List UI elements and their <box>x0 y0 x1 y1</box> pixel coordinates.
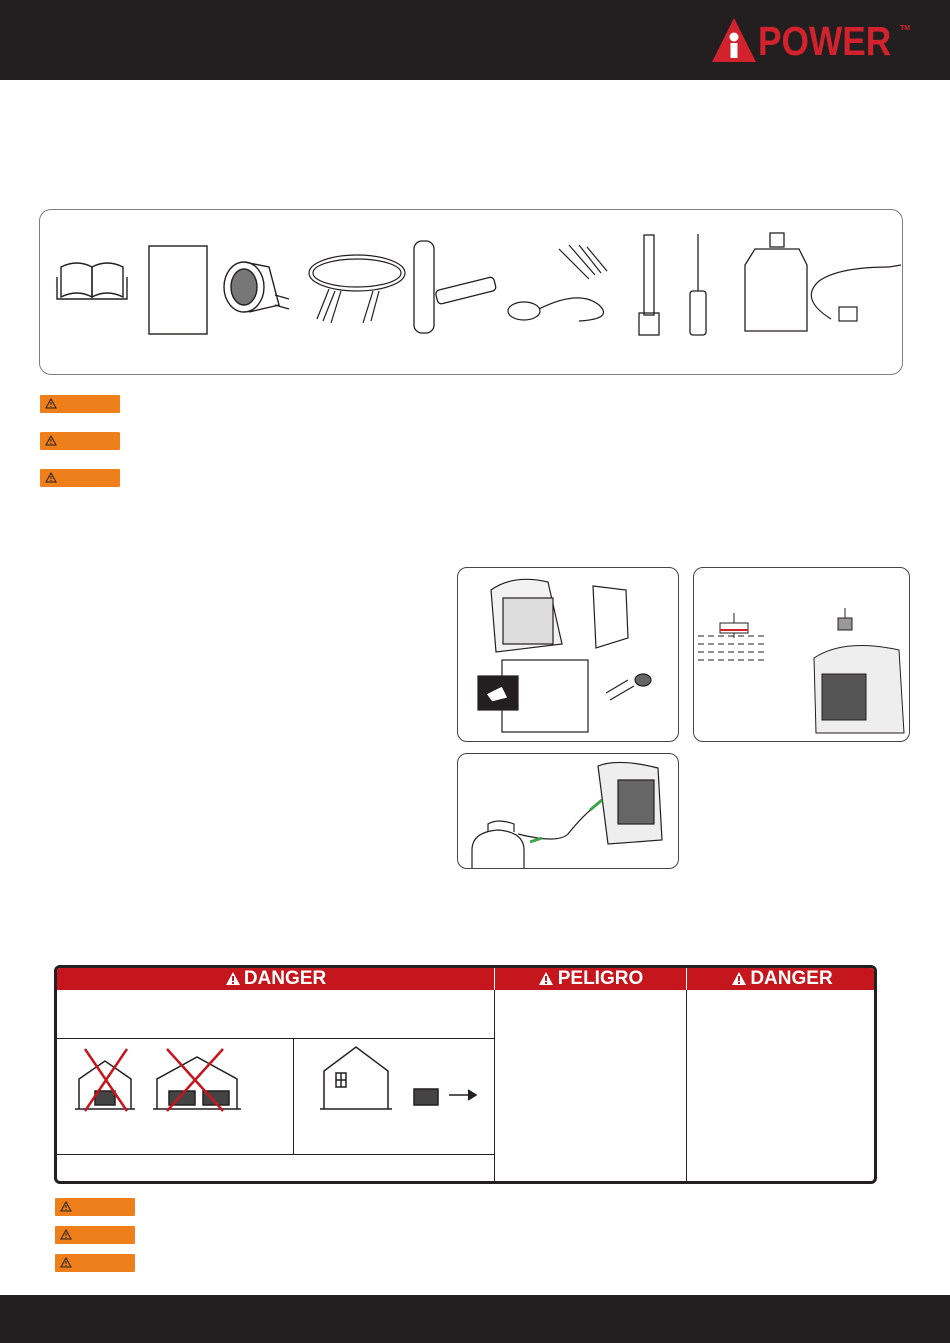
oil-level-figure <box>693 567 910 742</box>
no-indoor-use-pictogram <box>57 1039 293 1154</box>
contents-illustrations <box>39 209 903 375</box>
plug-adapter-icon <box>224 262 289 312</box>
danger-header-es-text: PELIGRO <box>557 968 644 989</box>
propane-hose-icon <box>811 265 901 321</box>
danger-header-fr-text: DANGER <box>750 968 833 989</box>
warning-badge <box>40 395 120 413</box>
warning-triangle-icon <box>60 1229 72 1240</box>
danger-triangle-icon <box>225 971 241 986</box>
warning-triangle-icon <box>45 398 57 409</box>
warning-badge <box>55 1226 135 1244</box>
danger-triangle-icon <box>731 971 747 986</box>
danger-triangle-icon <box>538 971 554 986</box>
danger-header-fr <box>687 968 877 990</box>
warning-badge <box>55 1254 135 1272</box>
header-bar <box>0 0 950 80</box>
socket-extension-icon <box>639 235 659 335</box>
warning-triangle-icon <box>60 1257 72 1268</box>
danger-header-en-text: DANGER <box>243 968 327 989</box>
warning-triangle-icon <box>45 472 57 483</box>
brand-name: POWER <box>758 18 892 64</box>
warning-badge <box>40 432 120 450</box>
screwdriver-icon <box>690 234 706 335</box>
manual-book-icon <box>57 263 127 299</box>
divider <box>686 990 687 1184</box>
divider <box>494 990 495 1184</box>
oil-fill-figure <box>457 567 679 742</box>
danger-header-es <box>495 968 686 990</box>
outdoor-use-pictogram <box>294 1039 494 1154</box>
danger-co-panel <box>54 965 877 1184</box>
parallel-cable-icon <box>309 255 405 323</box>
warning-triangle-icon <box>45 435 57 446</box>
warning-badge <box>40 469 120 487</box>
spark-plug-wrench-icon <box>414 241 497 333</box>
warranty-card-icon <box>149 246 207 334</box>
footer-bar <box>0 1295 950 1343</box>
battery-charging-cable-icon <box>508 245 607 321</box>
brand-trademark: TM <box>900 25 911 32</box>
warning-triangle-icon <box>60 1201 72 1212</box>
package-contents-panel <box>39 209 903 375</box>
danger-header-en <box>57 968 494 990</box>
oil-bottle-icon <box>745 233 807 331</box>
divider <box>57 1154 494 1155</box>
propane-connection-figure <box>457 753 679 869</box>
warning-badge <box>55 1198 135 1216</box>
